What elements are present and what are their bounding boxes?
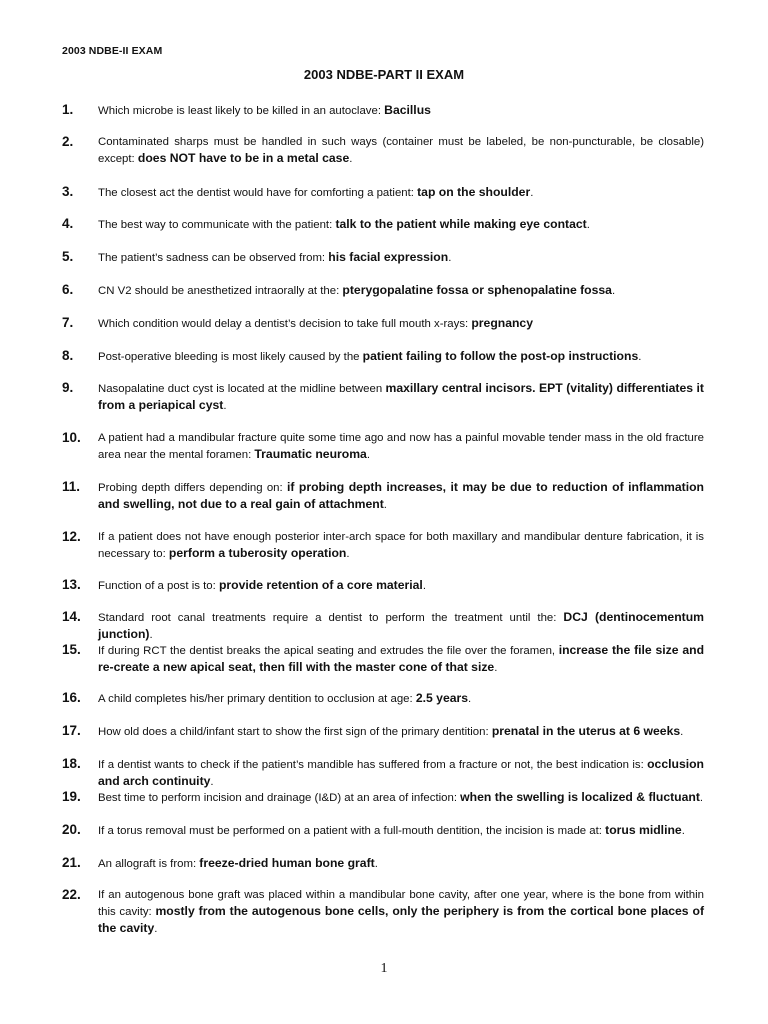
question-text	[98, 529, 704, 562]
question-text	[98, 249, 704, 266]
answer-punctuation: .	[530, 187, 534, 199]
question-number: 13.	[62, 577, 81, 592]
question-prompt: CN V2 should be anesthetized intraorally at the:	[98, 285, 340, 297]
question-number: 4.	[62, 216, 74, 231]
answer-punctuation: .	[349, 153, 353, 165]
answer-punctuation: .	[383, 499, 387, 511]
answer-punctuation: .	[586, 219, 590, 231]
question-answer: prenatal in the uterus at 6 weeks	[491, 724, 681, 738]
question-item	[62, 249, 704, 266]
question-item	[62, 756, 704, 790]
answer-punctuation: .	[611, 285, 616, 297]
question-number: 19.	[62, 789, 81, 804]
question-prompt: If a dentist wants to check if the patient’s mandible has suffered from a fracture or not, the best indication is:	[98, 759, 644, 771]
question-text	[98, 430, 704, 463]
question-text	[98, 348, 704, 365]
question-prompt: Function of a post is to:	[98, 580, 216, 592]
page-number: 1	[380, 961, 388, 976]
question-item	[62, 822, 704, 839]
question-prompt: If a patient does not have enough posterior inter-arch space for both maxillary and mandibular denture fabrication, it is necessary to:	[98, 531, 704, 560]
question-text	[98, 855, 704, 872]
question-number: 6.	[62, 282, 74, 297]
question-prompt: If an autogenous bone graft was placed within a mandibular bone cavity, after one year, where is the bone from within this cavity:	[98, 889, 704, 918]
question-number: 9.	[62, 380, 74, 395]
question-item	[62, 348, 704, 365]
question-item	[62, 609, 704, 643]
question-item	[62, 529, 704, 562]
question-item	[62, 315, 704, 332]
question-text	[98, 216, 704, 233]
question-answer: his facial expression	[328, 250, 449, 264]
question-number: 12.	[62, 529, 81, 544]
question-prompt: Which condition would delay a dentist’s decision to take full mouth x-rays:	[98, 318, 469, 330]
question-text	[98, 789, 704, 806]
answer-punctuation: .	[210, 776, 214, 788]
question-number: 17.	[62, 723, 81, 738]
question-item	[62, 723, 704, 740]
question-text	[98, 887, 704, 937]
question-text	[98, 577, 704, 594]
question-text	[98, 690, 704, 707]
question-number: 7.	[62, 315, 74, 330]
question-prompt: The closest act the dentist would have for comforting a patient:	[98, 187, 414, 199]
answer-punctuation: .	[223, 400, 227, 412]
question-item	[62, 102, 704, 119]
question-number: 3.	[62, 184, 74, 199]
question-item	[62, 479, 704, 513]
answer-punctuation: .	[638, 351, 642, 363]
question-text	[98, 642, 704, 676]
question-prompt: Nasopalatine duct cyst is located at the midline between	[98, 383, 383, 395]
question-number: 11.	[62, 479, 81, 494]
answer-punctuation: .	[154, 923, 158, 935]
question-text	[98, 102, 704, 119]
question-prompt: Post-operative bleeding is most likely caused by the	[98, 351, 360, 363]
question-item	[62, 380, 704, 414]
question-text	[98, 479, 704, 513]
question-answer: if probing depth increases, it may be due to reduction of inflammation and swelling, not due to a real gain of attachment	[98, 480, 704, 511]
question-number: 16.	[62, 690, 81, 705]
answer-punctuation: .	[366, 449, 371, 461]
question-answer: DCJ (dentinocementum junction)	[98, 610, 704, 641]
question-answer: mostly from the autogenous bone cells, only the periphery is from the cortical bone places of the cavity	[98, 904, 705, 935]
question-prompt: If during RCT the dentist breaks the apical seating and extrudes the file over the foramen,	[98, 645, 556, 657]
question-answer: tap on the shoulder	[417, 185, 531, 199]
answer-punctuation: .	[699, 792, 704, 804]
answer-punctuation: .	[374, 858, 378, 870]
answer-punctuation: .	[681, 825, 685, 837]
question-text	[98, 315, 704, 332]
question-number: 20.	[62, 822, 81, 837]
question-answer: Bacillus	[384, 103, 431, 117]
question-text	[98, 380, 704, 414]
question-number: 21.	[62, 855, 81, 870]
question-answer: 2.5 years	[415, 691, 469, 705]
question-answer: does NOT have to be in a metal case	[137, 151, 350, 165]
question-prompt: An allograft is from:	[98, 858, 197, 870]
answer-punctuation: .	[494, 662, 498, 674]
question-item	[62, 789, 704, 806]
question-answer: occlusion and arch continuity	[98, 757, 704, 788]
question-number: 5.	[62, 249, 74, 264]
question-item	[62, 690, 704, 707]
question-answer: torus midline	[605, 823, 682, 837]
question-answer: pregnancy	[471, 316, 533, 330]
question-item	[62, 134, 704, 167]
answer-punctuation: .	[346, 548, 350, 560]
question-prompt: Probing depth differs depending on:	[98, 482, 283, 494]
question-answer: freeze-dried human bone graft	[199, 856, 375, 870]
document-title: 2003 NDBE-PART II EXAM	[303, 67, 465, 82]
question-answer: when the swelling is localized & fluctuant	[460, 790, 700, 804]
question-answer: pterygopalatine fossa or sphenopalatine fossa	[342, 283, 612, 297]
question-number: 14.	[62, 609, 81, 624]
question-item	[62, 887, 704, 937]
question-text	[98, 184, 704, 201]
question-number: 8.	[62, 348, 74, 363]
answer-punctuation: .	[448, 252, 452, 264]
question-prompt: Which microbe is least likely to be killed in an autoclave:	[98, 105, 381, 117]
question-prompt: Contaminated sharps must be handled in such ways (container must be labeled, be non-puncturable, be closable) except:	[98, 136, 704, 165]
question-item	[62, 430, 704, 463]
question-number: 2.	[62, 134, 74, 149]
question-answer: patient failing to follow the post-op instructions	[362, 349, 639, 363]
question-answer: provide retention of a core material	[218, 578, 423, 592]
question-text	[98, 282, 704, 299]
question-prompt: The best way to communicate with the patient:	[98, 219, 333, 231]
question-answer: increase the file size and re-create a new apical seat, then fill with the master cone of that size	[98, 643, 705, 674]
question-prompt: If a torus removal must be performed on a patient with a full-mouth dentition, the incision is made at:	[98, 825, 602, 837]
answer-punctuation: .	[468, 693, 472, 705]
question-text	[98, 756, 704, 790]
answer-punctuation: .	[680, 726, 684, 738]
question-number: 18.	[62, 756, 81, 771]
question-answer: perform a tuberosity operation	[168, 546, 347, 560]
question-number: 1.	[62, 102, 74, 117]
question-item	[62, 577, 704, 594]
question-answer: Traumatic neuroma	[254, 447, 367, 461]
question-item	[62, 216, 704, 233]
question-text	[98, 134, 704, 167]
question-prompt: How old does a child/infant start to show the first sign of the primary dentition:	[98, 726, 489, 738]
question-prompt: Standard root canal treatments require a dentist to perform the treatment until the:	[98, 612, 557, 624]
answer-punctuation: .	[422, 580, 426, 592]
question-number: 10.	[62, 430, 81, 445]
question-text	[98, 609, 704, 643]
question-number: 22.	[62, 887, 81, 902]
question-text	[98, 822, 704, 839]
question-item	[62, 184, 704, 201]
question-item	[62, 642, 704, 676]
question-prompt: The patient’s sadness can be observed from:	[98, 252, 326, 264]
question-number: 15.	[62, 642, 81, 657]
running-header: 2003 NDBE-II EXAM	[62, 45, 163, 57]
question-item	[62, 282, 704, 299]
question-answer: maxillary central incisors. EPT (vitality) differentiates it from a periapical cyst	[98, 381, 704, 412]
question-text	[98, 723, 704, 740]
question-prompt: A child completes his/her primary dentition to occlusion at age:	[98, 693, 413, 705]
question-prompt: Best time to perform incision and drainage (I&D) at an area of infection:	[98, 792, 457, 804]
answer-punctuation: .	[149, 629, 153, 641]
question-answer: talk to the patient while making eye contact	[335, 217, 587, 231]
question-prompt: A patient had a mandibular fracture quite some time ago and now has a painful movable tender mass in the old fracture area near the mental foramen:	[98, 432, 704, 461]
question-item	[62, 855, 704, 872]
